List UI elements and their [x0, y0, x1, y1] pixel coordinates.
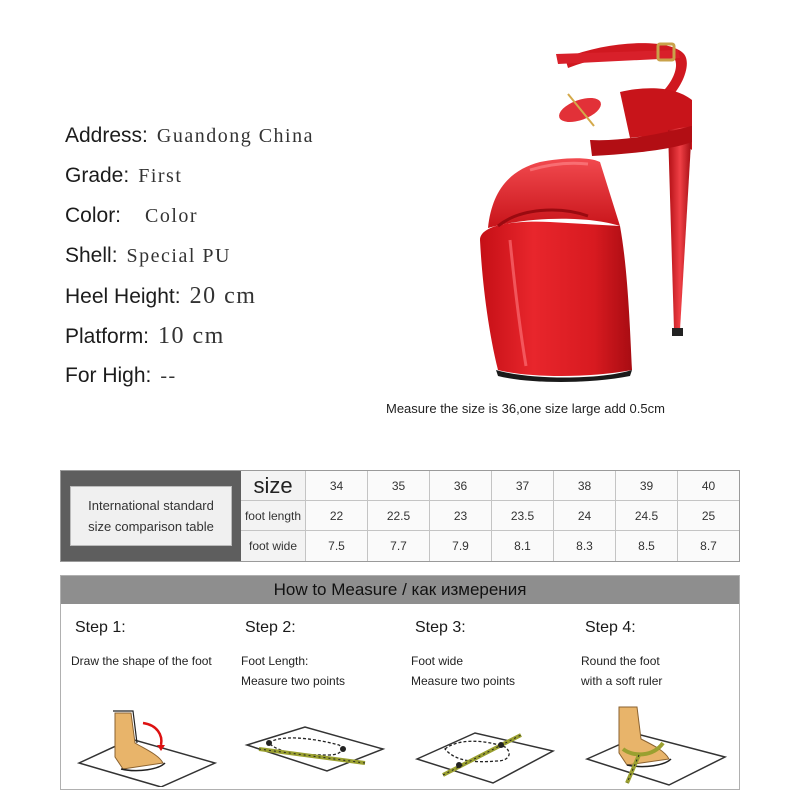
- step-desc-line2: with a soft ruler: [581, 674, 663, 688]
- table-cell: 7.7: [367, 531, 429, 561]
- foot-length-ruler-icon: [239, 699, 389, 787]
- step-description: [71, 651, 212, 671]
- spec-value: First: [138, 165, 183, 187]
- table-cell: 24.5: [615, 501, 677, 530]
- how-to-measure-panel: [60, 575, 740, 790]
- how-to-measure-title: How to Measure / как измерения: [61, 576, 739, 604]
- table-cell: 39: [615, 471, 677, 500]
- spec-for-high: [65, 360, 385, 400]
- spec-label: Color:: [65, 204, 122, 227]
- step-desc-line1: Draw the shape of the foot: [71, 654, 212, 668]
- table-cell: 7.9: [429, 531, 491, 561]
- spec-label: Platform:: [65, 325, 150, 348]
- soft-ruler-foot-icon: [579, 699, 729, 787]
- red-platform-sandal-icon: [470, 30, 730, 390]
- table-cell: 36: [429, 471, 491, 500]
- size-note: Measure the size is 36,one size large add 0.5cm: [386, 401, 665, 416]
- table-heading-line2: size comparison table: [88, 519, 214, 534]
- table-row: [241, 471, 739, 501]
- row-label-foot-length: foot length: [241, 501, 305, 530]
- measure-steps: [61, 604, 739, 789]
- spec-list: [65, 120, 385, 400]
- spec-label: Grade:: [65, 164, 130, 187]
- step-desc-line1: Round the foot: [581, 654, 660, 668]
- step-desc-line1: Foot wide: [411, 654, 464, 668]
- spec-platform: [65, 320, 385, 360]
- step-desc-line1: Foot Length:: [241, 654, 309, 668]
- spec-value: Color: [145, 205, 199, 227]
- table-cell: 8.5: [615, 531, 677, 561]
- table-cell: 8.7: [677, 531, 739, 561]
- table-cell: 34: [305, 471, 367, 500]
- table-cell: 25: [677, 501, 739, 530]
- row-label-size: size: [241, 471, 305, 500]
- step-title: Step 1:: [75, 619, 126, 636]
- table-cell: 37: [491, 471, 553, 500]
- foot-outline-icon: [69, 699, 219, 787]
- step-description: [411, 651, 515, 691]
- spec-shell: [65, 240, 385, 280]
- step-desc-line2: Measure two points: [241, 674, 346, 688]
- step-1: [61, 604, 229, 789]
- table-row: [241, 501, 739, 531]
- spec-label: For High:: [65, 364, 152, 387]
- table-cell: 40: [677, 471, 739, 500]
- spec-label: Address:: [65, 124, 148, 147]
- spec-value: --: [160, 365, 177, 387]
- spec-address: [65, 120, 385, 160]
- spec-grade: [65, 160, 385, 200]
- spec-value: 10 cm: [158, 323, 225, 349]
- table-heading: [70, 486, 232, 546]
- step-3: [401, 604, 569, 789]
- table-cell: 8.3: [553, 531, 615, 561]
- step-desc-line2: Measure two points: [411, 674, 516, 688]
- foot-width-ruler-icon: [409, 699, 559, 787]
- table-heading-line1: International standard: [88, 498, 214, 513]
- table-cell: 8.1: [491, 531, 553, 561]
- table-cell: 22: [305, 501, 367, 530]
- spec-heel-height: [65, 280, 385, 320]
- table-cell: 23.5: [491, 501, 553, 530]
- spec-color: [65, 200, 385, 240]
- step-description: [241, 651, 345, 691]
- table-cell: 24: [553, 501, 615, 530]
- table-cell: 35: [367, 471, 429, 500]
- step-description: [581, 651, 662, 691]
- spec-value: Special PU: [126, 245, 231, 267]
- step-title: Step 2:: [245, 619, 296, 636]
- spec-value: Guandong China: [156, 125, 314, 147]
- row-label-foot-wide: foot wide: [241, 531, 305, 561]
- size-grid: [241, 471, 739, 561]
- table-cell: 23: [429, 501, 491, 530]
- step-2: [231, 604, 399, 789]
- size-comparison-table: [60, 470, 740, 562]
- spec-label: Heel Height:: [65, 285, 181, 308]
- table-heading-panel: [61, 471, 241, 561]
- step-title: Step 4:: [585, 619, 636, 636]
- table-row: [241, 531, 739, 561]
- table-cell: 7.5: [305, 531, 367, 561]
- step-title: Step 3:: [415, 619, 466, 636]
- table-cell: 38: [553, 471, 615, 500]
- spec-value: 20 cm: [189, 283, 257, 309]
- table-cell: 22.5: [367, 501, 429, 530]
- step-4: [571, 604, 739, 789]
- spec-label: Shell:: [65, 244, 118, 267]
